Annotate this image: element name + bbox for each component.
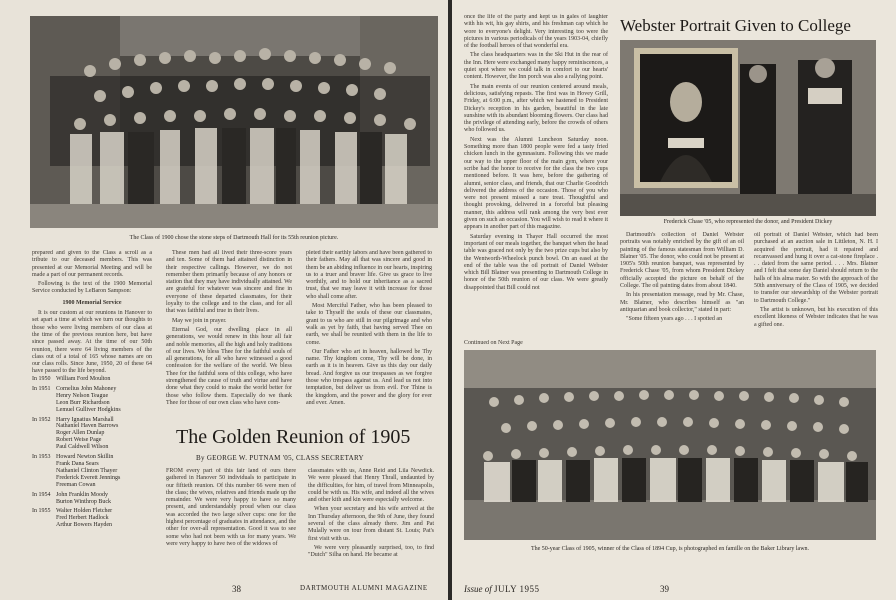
deceased-name: Robert Weise Page [56, 437, 102, 444]
golden-reunion-column-2 [308, 468, 434, 576]
issue-date [464, 584, 540, 594]
paragraph: classmates with us, Anne Reid and Lila Newdick. We were pleased that Henry Thrall, undaunted by the difficulties, for him, of travel from Minneapolis, could be with us. His wife, and indeed all the wives and other kith and kin were especially welcome. [308, 468, 434, 504]
webster-portrait-caption: Frederick Chase '05, who represented the donor, and President Dickey [663, 219, 833, 225]
paragraph: Next was the Alumni Luncheon Saturday noon. Something more than 1800 people were fed a tasty fried chicken lunch in the gymnasium. Following this we made our way to the upper floor of the main gym, where your scribe had the honor to receive for the class the two cups mentioned before. It was here, before the gathering of alumni, senior class, and friends, that our Charlie Goodrich delivered the address of the occasion. Those of you who were not present missed a rare treat. Thoughtful and thought provoking, delivered in a forceful but pleasing manner, this address will rank among the very best ever given on such an occasion. You will wish to read it where it appears in another part of this magazine. [464, 136, 608, 231]
page-number-left: 38 [232, 584, 241, 594]
class-1905-photo-caption: The 50-year Class of 1905, winner of the Class of 1894 Cup, is photographed en famille on the Baker Library lawn. [530, 546, 810, 552]
paragraph: May we join in prayer. [172, 317, 227, 324]
webster-portrait-title: Webster Portrait Given to College [620, 16, 851, 35]
death-year: In 1950 [32, 376, 51, 382]
deceased-name: Leon Burr Richardson [56, 399, 110, 406]
class-1900-group-image [30, 16, 438, 228]
webster-portrait-photo [620, 40, 876, 216]
paragraph: The class headquarters was in the Ski Hut in the rear of the Inn. Here were exchanged many happy reminiscences, a quiet spot where we could talk in comfort to our hearts' content. However, the Inn porch was also a rallying point. [464, 52, 608, 81]
paragraph: It is our custom at our reunions in Hanover to set apart a time at which we turn our thoughts to those who were living members of our class at the time of the previous reunion here, but have since passed away. At the time of our 50th reunion, there were 64 living members of the class out of a total of 165 whose names are on our class rolls. Since June, 1950, 20 of these 64 have passed to the life beyond. [32, 310, 152, 375]
paragraph: once the life of the party and kept us in gales of laughter with his wit, his gay shirts, and his freshman cap which he wore to everyone's delight. Very interesting too were the pictures in various periodicals of the years 1903-04, chiefly of the football heroes of that wonderful era. [464, 14, 608, 50]
paragraph: Eternal God, our dwelling place in all generations, we would renew in this hour all fair and noble memories, all the high and holy traditions of our lives. We bless Thee for the faithful souls of all generations, for all who have witnessed a good confession for the welfare of the world. We bless Thee for the faithful sons of this college, who have strengthened the cause of truth and virtue and have done what they could to make the world better for those who follow them. Especially do we thank Thee for those of our own class who have com- [166, 326, 292, 406]
paragraph: Dartmouth's collection of Daniel Webster portraits was notably enriched by the gift of an oil painting of the famous statesman from William D. Blatner '05. The donor, who could not be present at 1905's 50th reunion banquet, was represented by Frederick Chase '05, from whom President Dickey officially accepted the picture on behalf of the College. The oil painting dates from about 1840. [620, 232, 744, 290]
continued-note: Continued on Next Page [464, 340, 523, 346]
deceased-name: Henry Nelson Teague [56, 392, 109, 399]
deceased-name: Harry Ignatius Marshall [56, 416, 114, 423]
issue-month: JULY 1955 [494, 584, 540, 594]
paragraph: The artist is unknown, but his execution of this excellent likeness of Webster indicates that he was a gifted one. [754, 306, 878, 328]
deceased-name: William Ford Moulton [56, 376, 111, 382]
paragraph: Saturday evening in Thayer Hall occurred the most important of our meals together, the banquet when the head table was graced not only by the two prize cups but also by the Wentworth-Wheelock punch bowl. On an easel at the end of the table was the oil portrait of Daniel Webster which Bill Blatner was presenting to Dartmouth College in honor of the 50th reunion of our class. We were greatly disappointed that Bill could not [464, 233, 608, 291]
deceased-name: Frank Dana Sears [56, 460, 99, 467]
magazine-name-footer: DARTMOUTH ALUMNI MAGAZINE [300, 584, 428, 592]
memorial-service-heading: 1900 Memorial Service [62, 299, 122, 306]
deaths-year-row [32, 454, 142, 489]
paragraph: We were very pleasantly surprised, too, to find "Dutch" Silha on hand. He became at [308, 544, 434, 559]
right-column-3 [754, 232, 878, 342]
deceased-name: Lemuel Gulliver Hodgkins [56, 406, 121, 413]
article-byline: By GEORGE W. PUTNAM '05, CLASS SECRETARY [196, 454, 364, 462]
page-number-right: 39 [660, 584, 669, 594]
paragraph: In his presentation message, read by Mr. Chase, Mr. Blatner, who describes himself as "an antiquarian and book collector," stated in part: [620, 292, 744, 313]
deaths-year-row [32, 508, 142, 529]
deceased-name: Howard Newton Skillin [56, 454, 114, 461]
paragraph: pleted their earthly labors and have been gathered to their fathers. May all that was sincere and good in them be an abiding influence in our hearts, inspiring us to a truer and braver life. Give us grace to live worthily, and to hold our inheritance as a sacred trust, that we may leave it with increase for those who shall come after. [306, 250, 432, 300]
deaths-list [32, 376, 142, 532]
deaths-year-row [32, 492, 142, 506]
deaths-year-row [32, 376, 142, 383]
deceased-name: Roger Allen Dunlap [56, 430, 105, 437]
webster-portrait-image [620, 40, 876, 216]
deceased-name: Burton Winthrop Buck [56, 498, 111, 505]
death-year: In 1951 [32, 385, 51, 392]
paragraph: Our Father who art in heaven, hallowed be Thy name. Thy kingdom come, Thy will be done, in earth as it is in heaven. Give us this day our daily bread. And forgive us our trespasses as we forgive those who trespass against us. And lead us not into temptation, but deliver us from evil. For Thine is the kingdom, and the power and the glory for ever and ever. Amen. [306, 348, 432, 406]
class-1905-group-photo [464, 350, 876, 540]
deceased-name: Fred Herbert Hadlock [56, 515, 109, 522]
deceased-name: John Franklin Moody [56, 491, 109, 498]
paragraph: The main events of our reunion centered around meals, delicious, satisfying repasts. The first was in Hovey Grill, Friday, at 6:00 p.m., after which we hastened to President Dickey's reception in his garden, beautiful in the late sunshine with its abundant blooming flowers. Our class had the privilege of attending early, before the crowds of others who followed us. [464, 83, 608, 134]
deceased-name: Nathaniel Haven Barrows [56, 423, 119, 430]
class-1900-photo [30, 16, 438, 228]
right-column-2 [620, 232, 744, 342]
death-year: In 1955 [32, 508, 51, 515]
deceased-name: Nathaniel Clinton Thayer [56, 467, 118, 474]
golden-reunion-title: The Golden Reunion of 1905 [176, 426, 411, 448]
deceased-name: Paul Caldwell Wilson [56, 444, 109, 451]
class-1905-group-image [464, 350, 876, 540]
deceased-name: Arthur Bowers Hayden [56, 522, 112, 529]
paragraph: These men had all lived their three-score years and ten. Some of them had attained distinction in their respective callings. However, we do not remember them primarily because of any honors or station that they may have individually attained. We are grateful for whatever was sincere and fine in everyone of these departed classmates, for their loyalty to the college and to the class, and for all that was faithful and true in their lives. [166, 250, 292, 315]
paragraph: oil portrait of Daniel Webster, which had been purchased at an auction sale in Littleton, N. H. I acquired the portrait, had it repaired and recanvassed and hung it over a cat-stone fireplace . . . dated from the same period. . . . Mrs. Blatner and I felt that some day Daniel should return to the halls of his alma mater. So with the approach of the 50th anniversary of the Class of 1905, we decided to transfer our stewardship of the Webster portrait to Dartmouth College." [754, 232, 878, 304]
deceased-name: Freeman Cowan [56, 481, 96, 488]
left-column-2 [166, 250, 292, 418]
paragraph: "Some fifteen years ago . . . I spotted an [626, 316, 723, 323]
paragraph: When your secretary and his wife arrived at the Inn Thursday afternoon, the 9th of June, they found several of the class already there. Jim and Pat Mulally were on tour from distant St. Louis; Pat's first visit with us. [308, 506, 434, 542]
deaths-year-row [32, 417, 142, 452]
paragraph: FROM every part of this fair land of ours there gathered in Hanover 50 individuals to participate in our fiftieth reunion. Of this number 66 were men of the class; the wives, relatives and friends made up the remainder. We were very happy to have so many present, and understandably proud when our class was accorded the two large silver cups: one for the highest percentage of graduates in attendance, and the other for over-all representation. Good it was to see some who had not been with us for many years. We were very happy to have two of the widows of [166, 468, 296, 547]
paragraph: Most Merciful Father, who has been pleased to take to Thyself the souls of these our classmates, grant to us who are still in our pilgrimage and who walk as yet by faith, that having served Thee on earth, we shall be reunited with them in the life to come. [306, 303, 432, 346]
class-1900-photo-caption: The Class of 1900 chose the stone steps of Dartmouth Hall for its 55th reunion picture. [129, 235, 339, 241]
left-column-3 [306, 250, 432, 418]
deceased-name: Frederick Everett Jennings [56, 474, 121, 481]
death-year: In 1954 [32, 491, 51, 498]
golden-reunion-column-1 [166, 468, 296, 576]
death-year: In 1952 [32, 416, 51, 423]
left-column-1 [32, 250, 152, 376]
deceased-name: Walter Holden Fletcher [56, 508, 113, 515]
right-column-1 [464, 14, 608, 340]
issue-prefix: Issue of [464, 584, 492, 594]
deceased-name: Cornelius John Mahoney [56, 385, 117, 392]
paragraph: Following is the text of the 1900 Memorial Service conducted by LeBaron Sampson: [32, 281, 152, 295]
death-year: In 1953 [32, 454, 51, 461]
deaths-year-row [32, 386, 142, 414]
paragraph: prepared and given to the Class a scroll as a tribute to our deceased members. This was presented at our Memorial Meeting and will be made a part of our permanent records. [32, 250, 152, 278]
right-page [452, 0, 896, 600]
